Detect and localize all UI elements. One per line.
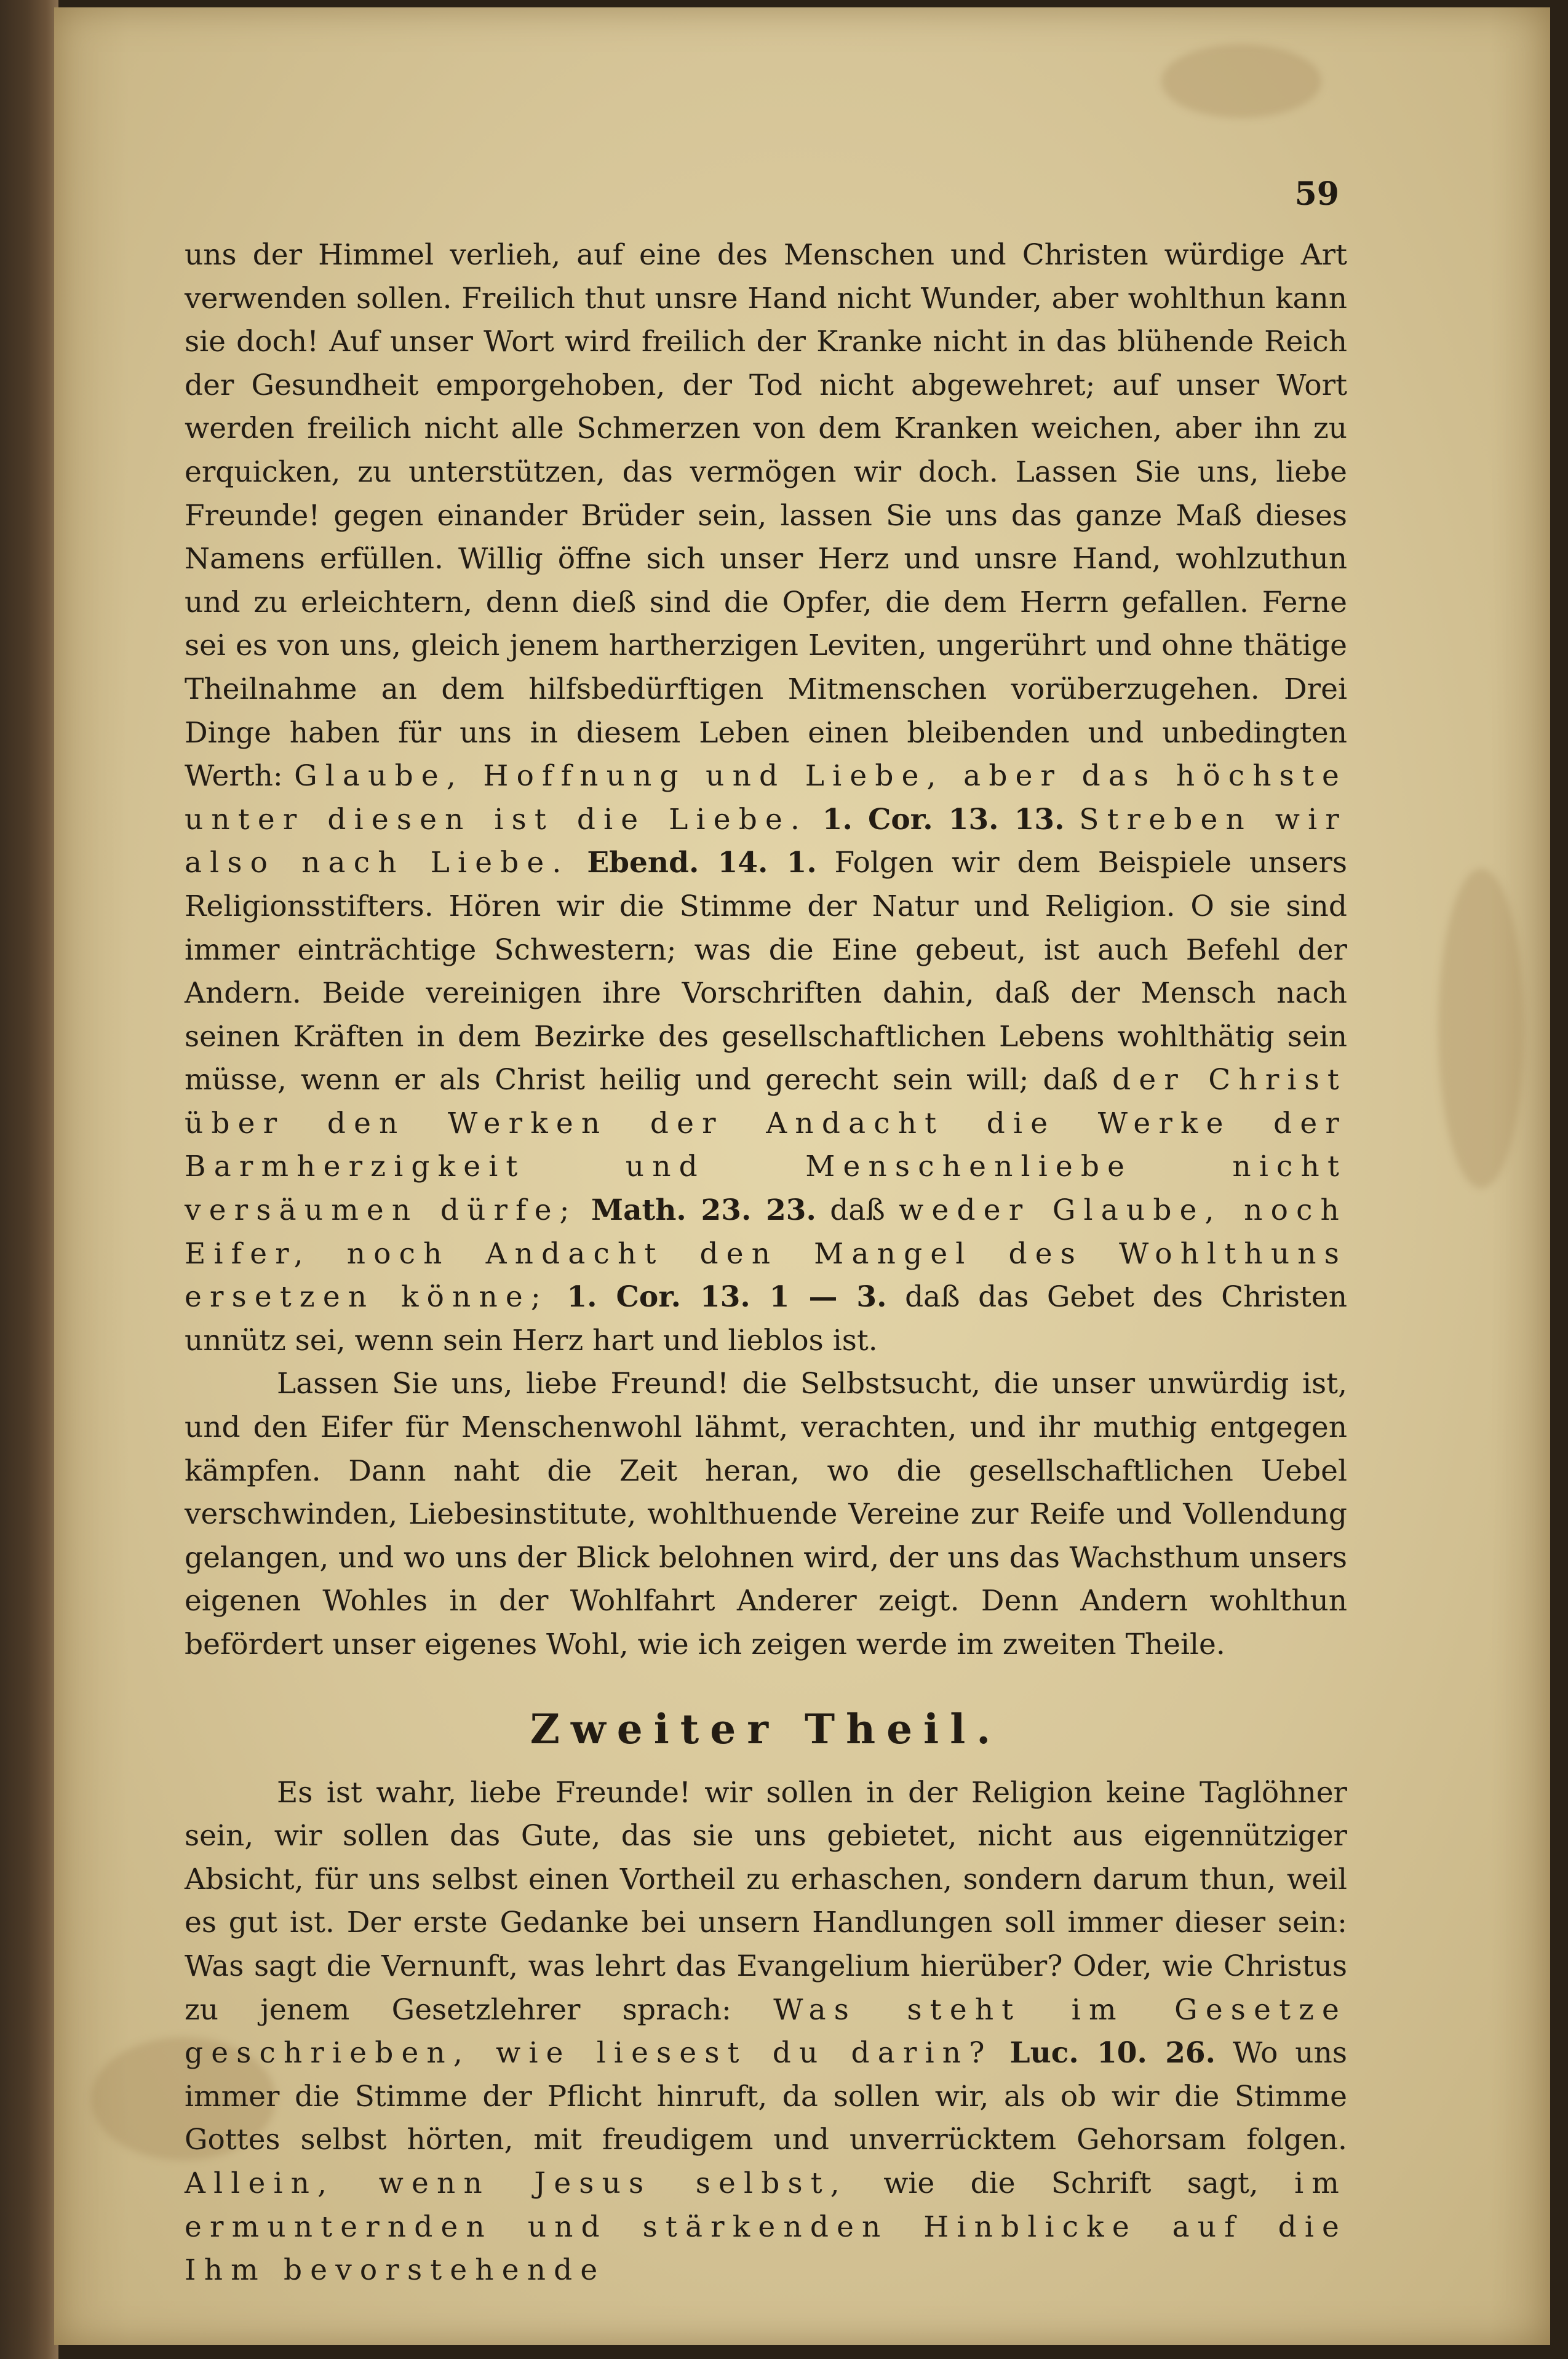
paragraph-2: Lassen Sie uns, liebe Freund! die Selbstsucht, die unser unwürdig ist, und den Eifer für Menschenwohl lähmt, verachten, und ihr muthig entgegen kämpfen. Dann naht die Zeit heran, wo die gesellschaftlichen Uebel verschwinden, Liebesinstitute, wohlthuende Vereine zur Reife und Vollendung gelangen, und wo uns der Blick belohnen wird, der uns das Wachsthum unsers eigenen Wohles in der Wohlfahrt Anderer zeigt. Denn Andern wohlthun befördert unser eigenes Wohl, wie ich zeigen werde im zweiten Theile. — [185, 1367, 1347, 1661]
paragraph-3 — [185, 1772, 1347, 2293]
paragraph-text: Es ist wahr, liebe Freunde! wir sollen in der Religion keine Taglöhner sein, wir sollen das Gute, das sie uns gebietet, nicht aus eigennütziger Absicht, für uns selbst einen Vortheil zu erhaschen, sondern darum thun, weil es gut ist. Der erste Gedanke bei unsern Handlungen soll immer dieser sein: Was sagt die Vernunft, was lehrt das Evangelium hierüber? Oder, wie Christus zu jenem Gesetzlehrer sprach: — [185, 1775, 1347, 2027]
paragraph-text: daß das Gebet des Christen unnütz sei, wenn sein Herz hart und lieblos ist. — [185, 1280, 1347, 1358]
book-binding-edge — [0, 0, 58, 2359]
bible-reference: Luc. 10. 26. — [1009, 2036, 1216, 2071]
emphasized-text: Was steht im Gesetze geschrieben, wie liesest du darin? — [185, 1992, 1348, 2071]
bible-reference: Math. 23. 23. — [591, 1193, 816, 1228]
emphasized-text: weder Glaube, noch Eifer, noch Andacht den Mangel des Wohlthuns ersetzen könne; — [185, 1193, 1347, 1315]
emphasized-text: der Christ über den Werken der Andacht die Werke der Barmherzigkeit und Menschenliebe nicht versäumen dürfe; — [185, 1063, 1347, 1228]
bible-reference: 1. Cor. 13. 1 — 3. — [567, 1280, 887, 1315]
emphasized-text: Allein, wenn Jesus selbst, — [185, 2166, 848, 2200]
bible-reference: Ebend. 14. 1. — [587, 846, 817, 880]
emphasized-text: im ermunternden und stärkenden Hinblicke auf die Ihm bevorstehende — [185, 2166, 1347, 2288]
emphasized-text: Glaube, Hoffnung und Liebe, aber das höchste unter diesen ist die Liebe. — [185, 759, 1347, 837]
paragraph-text: Wo uns immer die Stimme der Pflicht hinruft, da sollen wir, als ob wir die Stimme Gottes selbst hörten, mit freudigem und unverrücktem Gehorsam folgen. — [185, 2036, 1347, 2157]
paragraph-1 — [185, 234, 1347, 1362]
paragraph-text: Folgen wir dem Beispiele unsers Religionsstifters. Hören wir die Stimme der Natur und Religion. O sie sind immer einträchtige Schwestern; was die Eine gebeut, ist auch Befehl der Andern. Beide vereinigen ihre Vorschriften dahin, daß der Mensch nach seinen Kräften in dem Bezirke des gesellschaftlichen Lebens wohlthätig sein müsse, wenn er als Christ heilig und gerecht sein will; daß — [185, 846, 1347, 1097]
paper-stain — [1438, 869, 1524, 1188]
body-text — [185, 234, 1347, 2293]
page-number: 59 — [1294, 175, 1339, 213]
emphasized-text: Streben wir also nach Liebe. — [185, 802, 1347, 880]
paragraph-text: uns der Himmel verlieh, auf eine des Menschen und Christen würdige Art verwenden sollen. Freilich thut unsre Hand nicht Wunder, aber wohlthun kann sie doch! Auf unser Wort wird freilich der Kranke nicht in das blühende Reich der Gesundheit emporgehoben, der Tod nicht abgewehret; auf unser Wort werden freilich nicht alle Schmerzen von dem Kranken weichen, aber ihn zu erquicken, zu unterstützen, das vermögen wir doch. Lassen Sie uns, liebe Freunde! gegen einander Brüder sein, lassen Sie uns das ganze Maß dieses Namens erfüllen. Willig öffne sich unser Herz und unsre Hand, wohlzuthun und zu erleichtern, denn dieß sind die Opfer, die dem Herrn gefallen. Ferne sei es von uns, gleich jenem hartherzigen Leviten, ungerührt und ohne thätige Theilnahme an dem hilfsbedürftigen Mitmenschen vorüberzugehen. Drei Dinge haben für uns in diesem Leben einen bleibenden und unbedingten Werth: — [185, 238, 1347, 794]
bible-reference: 1. Cor. 13. 13. — [822, 802, 1065, 837]
section-title: Zweiter Theil. — [530, 1705, 1002, 1753]
paper-stain — [1161, 44, 1321, 118]
paragraph-text: wie die Schrift sagt, — [883, 2166, 1259, 2200]
paragraph-text: daß — [830, 1193, 885, 1228]
